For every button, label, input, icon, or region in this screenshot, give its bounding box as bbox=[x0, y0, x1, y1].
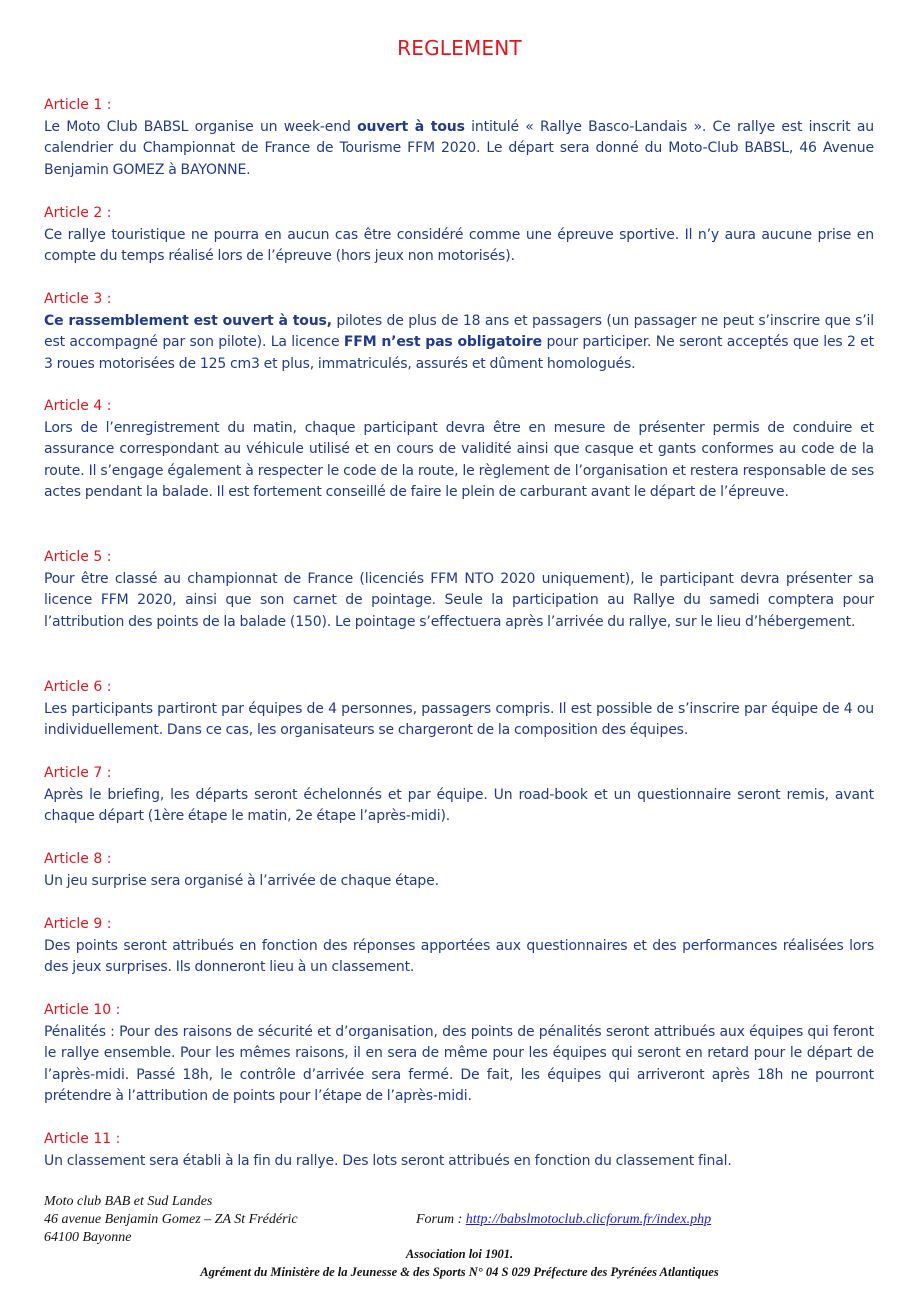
article-text bbox=[44, 1151, 874, 1173]
article-heading: Article 5 : bbox=[44, 549, 112, 565]
text-segment: Après le briefing, les départs seront échelonnés et par équipe. Un road-book et un questionnaire seront remis, avant chaque départ (1ère étape le matin, 2e étape l’après-midi). bbox=[44, 786, 874, 825]
article-text bbox=[44, 225, 874, 268]
article-11 bbox=[44, 1129, 874, 1172]
text-segment: Lors de l’enregistrement du matin, chaque participant devra être en mesure de présenter permis de conduire et assurance correspondant au véhicule utilisé et en cours de validité ainsi que casque et gants conformes au code de la route. Il s’engage également à respecter le code de la route, le règlement de l’organisation et restera responsable de ses actes pendant la balade. Il est fortement conseillé de faire le plein de carburant avant le départ de l’épreuve. bbox=[44, 419, 874, 501]
article-text bbox=[44, 871, 874, 893]
association-line: Association loi 1901. bbox=[405, 1247, 514, 1261]
address-line: Moto club BAB et Sud Landes bbox=[44, 1194, 213, 1209]
article-text bbox=[44, 311, 874, 376]
article-4 bbox=[44, 396, 874, 504]
text-segment: Un classement sera établi à la fin du rallye. Des lots seront attribués en fonction du classement final. bbox=[44, 1152, 732, 1169]
text-segment: Un jeu surprise sera organisé à l’arrivée de chaque étape. bbox=[44, 872, 439, 889]
article-text bbox=[44, 418, 874, 504]
club-address bbox=[44, 1193, 298, 1247]
article-heading: Article 8 : bbox=[44, 851, 112, 867]
article-6 bbox=[44, 677, 874, 742]
text-segment: Pénalités : Pour des raisons de sécurité et d’organisation, des points de pénalités seront attribués aux équipes qui feront le rallye ensemble. Pour les mêmes raisons, il en sera de même pour les équipes qui seront en retard pour le départ de l’après-midi. Passé 18h, le contrôle d’arrivée sera fermé. De fait, les équipes qui arriveront après 18h ne pourront prétendre à l’attribution de points pour l’étape de l’après-midi. bbox=[44, 1023, 874, 1105]
article-text bbox=[44, 936, 874, 979]
article-heading: Article 4 : bbox=[44, 398, 112, 414]
article-heading: Article 3 : bbox=[44, 291, 112, 307]
text-segment: pour participer. Ne seront acceptés que les 2 et 3 roues motorisées de 125 cm3 et plus, immatriculés, assurés et dûment homologués. bbox=[44, 334, 874, 372]
forum-label: Forum : bbox=[416, 1212, 466, 1227]
article-3 bbox=[44, 289, 874, 375]
article-text bbox=[44, 569, 874, 634]
article-heading: Article 6 : bbox=[44, 679, 112, 695]
article-heading: Article 2 : bbox=[44, 205, 112, 221]
page-title: REGLEMENT bbox=[397, 36, 522, 60]
text-segment: Ce rallye touristique ne pourra en aucun cas être considéré comme une épreuve sportive. Il n’y aura aucune prise en compte du temps réalisé lors de l’épreuve (hors jeux non motorisés). bbox=[44, 226, 874, 265]
bold-text: FFM n’est pas obligatoire bbox=[343, 334, 543, 351]
article-heading: Article 11 : bbox=[44, 1131, 121, 1147]
bold-text: Ce rassemblement est ouvert à tous, bbox=[44, 312, 332, 329]
address-line: 46 avenue Benjamin Gomez – ZA St Frédéric bbox=[44, 1212, 298, 1227]
forum-link[interactable]: http://babslmotoclub.clicforum.fr/index.php bbox=[465, 1212, 712, 1227]
article-heading: Article 1 : bbox=[44, 97, 112, 113]
article-8 bbox=[44, 849, 874, 892]
article-text bbox=[44, 1022, 874, 1108]
article-text bbox=[44, 117, 874, 182]
article-2 bbox=[44, 203, 874, 268]
article-1 bbox=[44, 95, 874, 181]
text-segment: Le Moto Club BABSL organise un week-end bbox=[44, 118, 358, 135]
article-text bbox=[44, 699, 874, 742]
article-10 bbox=[44, 1000, 874, 1108]
article-7 bbox=[44, 763, 874, 828]
article-heading: Article 7 : bbox=[44, 765, 112, 781]
article-9 bbox=[44, 914, 874, 979]
article-heading: Article 10 : bbox=[44, 1002, 121, 1018]
article-text bbox=[44, 785, 874, 828]
address-line: 64100 Bayonne bbox=[44, 1230, 132, 1245]
text-segment: Les participants partiront par équipes de 4 personnes, passagers compris. Il est possible de s’inscrire par équipe de 4 ou individuellement. Dans ce cas, les organisateurs se chargeront de la composition des équipes. bbox=[44, 700, 874, 739]
text-segment: Pour être classé au championnat de France (licenciés FFM NTO 2020 uniquement), le participant devra présenter sa licence FFM 2020, ainsi que son carnet de pointage. Seule la participation au Rallye du samedi comptera pour l’attribution des points de la balade (150). Le pointage s’effectuera après l’arrivée du rallye, sur le lieu d’hébergement. bbox=[44, 570, 874, 630]
text-segment: intitulé « Rallye Basco-Landais ». Ce rallye est inscrit au calendrier du Championnat de France de Tourisme FFM 2020. Le départ sera donné du Moto-Club BABSL, 46 Avenue Benjamin GOMEZ à BAYONNE. bbox=[44, 118, 875, 178]
bold-text: ouvert à tous bbox=[357, 118, 465, 135]
article-heading: Article 9 : bbox=[44, 916, 112, 932]
text-segment: pilotes de plus de 18 ans et passagers (un passager ne peut s’inscrire que s’il est accompagné par son pilote). La licence bbox=[44, 312, 875, 351]
article-5 bbox=[44, 547, 874, 633]
agrement-line: Agrément du Ministère de la Jeunesse & des Sports N° 04 S 029 Préfecture des Pyrénées Atlantiques bbox=[200, 1265, 719, 1279]
forum-info bbox=[416, 1211, 711, 1229]
text-segment: Des points seront attribués en fonction des réponses apportées aux questionnaires et des performances réalisées lors des jeux surprises. Ils donneront lieu à un classement. bbox=[44, 937, 874, 976]
